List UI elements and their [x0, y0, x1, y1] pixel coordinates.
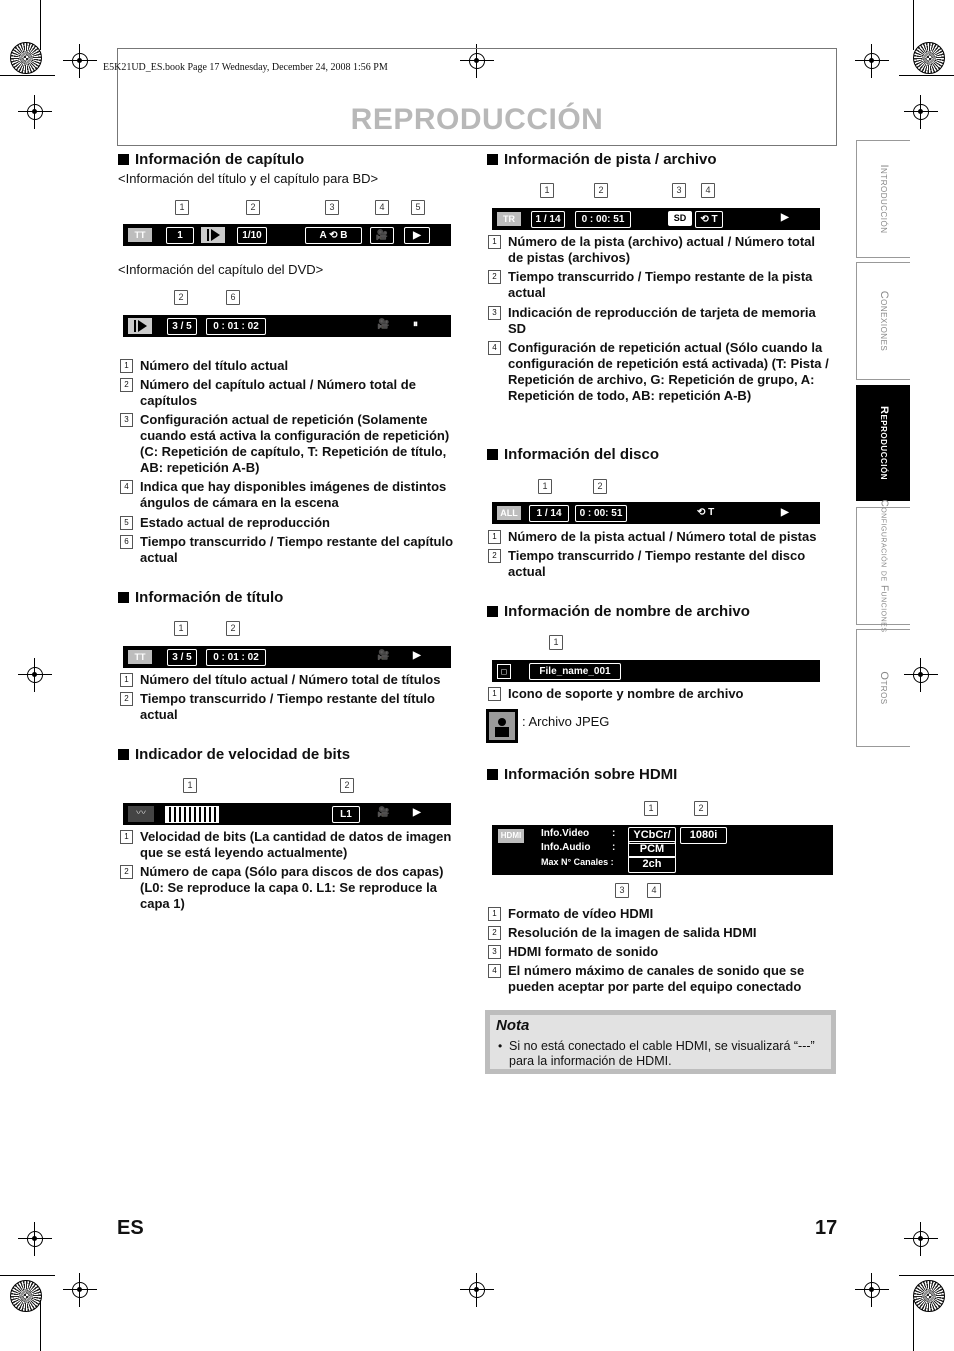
elapsed-time: 0 : 01 : 02 — [206, 318, 266, 335]
callout: 2 — [174, 290, 188, 305]
crop-mark — [913, 0, 914, 50]
crop-mark — [0, 75, 55, 76]
list-item: 6 Tiempo transcurrido / Tiempo restante del capítulo actual — [120, 534, 470, 566]
list-item: 2 Número de capa (Sólo para discos de dos capas) (L0: Se reproduce la capa 0. L1: Se reproduce la capa 1) — [120, 864, 470, 912]
callout: 4 — [647, 883, 661, 898]
chapter-icon — [128, 318, 152, 334]
file-name: File_name_001 — [529, 663, 621, 680]
tab-reproduccion[interactable]: Reproducción — [856, 385, 910, 501]
dvd-caption: <Información del capítulo del DVD> — [118, 262, 324, 277]
callout: 2 — [246, 200, 260, 215]
callout: 1 — [644, 801, 658, 816]
callout: 1 — [175, 200, 189, 215]
play-status: ▶ — [781, 507, 789, 518]
book-line: E5K21UD_ES.book Page 17 Wednesday, December 24, 2008 1:56 PM — [103, 62, 388, 73]
elapsed-time: 0 : 01 : 02 — [206, 649, 266, 666]
callout: 1 — [540, 183, 554, 198]
note-bullet: • — [498, 1039, 503, 1053]
callout: 1 — [549, 635, 563, 650]
audio-format: PCM — [628, 841, 676, 858]
play-status: ▶ — [413, 650, 421, 661]
crosshair-icon — [63, 44, 97, 78]
callout: 2 — [226, 621, 240, 636]
note-box — [485, 1010, 836, 1074]
note-title: Nota — [496, 1017, 530, 1034]
list-item: 4 Indica que hay disponibles imágenes de distintos ángulos de cámara en la escena — [120, 479, 470, 511]
repeat-setting: ⟲ T — [695, 211, 723, 228]
bitrate-meter — [165, 806, 219, 823]
crop-mark — [40, 0, 41, 50]
elapsed-time: 0 : 00: 51 — [575, 211, 631, 228]
video-label: Info.Video — [541, 828, 590, 839]
callout: 2 — [340, 778, 354, 793]
callout: 1 — [174, 621, 188, 636]
section-heading: Información sobre HDMI — [487, 766, 677, 783]
track-number: 1 / 14 — [531, 211, 565, 228]
section-heading: Información del disco — [487, 446, 659, 463]
crop-mark — [899, 75, 954, 76]
tab-conexiones[interactable]: Conexiones — [856, 262, 910, 380]
max-channels: 2ch — [628, 856, 676, 873]
language-code: ES — [117, 1217, 144, 1239]
all-tag: ALL — [497, 506, 521, 520]
jpeg-label: : Archivo JPEG — [522, 714, 610, 729]
camera-angle-icon: 🎥 — [377, 319, 390, 330]
crosshair-icon — [855, 1273, 889, 1307]
section-heading: Información de nombre de archivo — [487, 603, 750, 620]
play-status: ▶ — [404, 227, 430, 244]
tab-introduccion[interactable]: Introducción — [856, 140, 910, 258]
video-resolution: 1080i — [680, 827, 727, 844]
camera-angle-icon: 🎥 — [377, 650, 390, 661]
repeat-setting: A ⟲ B — [305, 227, 362, 244]
page-number: 17 — [815, 1217, 838, 1239]
crop-mark — [899, 1275, 954, 1276]
camera-angle-icon: 🎥 — [370, 227, 394, 244]
crosshair-icon — [18, 658, 52, 692]
note-text: Si no está conectado el cable HDMI, se visualizará “---” para la información de HDMI. — [509, 1039, 815, 1068]
crop-mark — [913, 1300, 914, 1351]
layer-indicator: L1 — [332, 806, 360, 823]
list-item: 1 Número del título actual / Número total de títulos — [120, 672, 470, 688]
callout: 4 — [701, 183, 715, 198]
list-item: 1 Número del título actual — [120, 358, 470, 374]
channels-label: Max N° Canales : — [541, 857, 614, 867]
list-item: 3 Configuración actual de repetición (Solamente cuando está activa la configuración de repetición) (C: Repetición de capítulo, T: Repetición de título, AB: repetición A-B) — [120, 412, 470, 476]
registration-rosette — [10, 1280, 42, 1312]
callout: 2 — [694, 801, 708, 816]
hdmi-tag: HDMI — [498, 829, 524, 843]
registration-rosette — [913, 42, 945, 74]
tt-tag: TT — [128, 650, 152, 664]
repeat-setting: ⟲ T — [697, 507, 715, 518]
list-item: 1 Número de la pista (archivo) actual / Número total de pistas (archivos) — [488, 234, 833, 266]
jpeg-icon — [486, 709, 518, 743]
callout: 3 — [615, 883, 629, 898]
callout: 2 — [594, 183, 608, 198]
callout: 1 — [183, 778, 197, 793]
tt-tag: TT — [128, 228, 152, 242]
list-item: 2 Resolución de la imagen de salida HDMI — [488, 925, 833, 941]
elapsed-time: 0 : 00: 51 — [575, 505, 627, 522]
crosshair-icon — [460, 1273, 494, 1307]
camera-angle-icon: 🎥 — [377, 807, 390, 818]
section-heading: Indicador de velocidad de bits — [118, 746, 350, 763]
callout: 2 — [593, 479, 607, 494]
chapter-icon — [201, 227, 225, 243]
page-title: REPRODUCCIÓN — [350, 103, 604, 136]
section-heading: Información de título — [118, 589, 283, 606]
colon: : — [612, 828, 616, 839]
crosshair-icon — [18, 1222, 52, 1256]
sd-card-icon: SD — [668, 211, 692, 226]
crop-mark — [0, 1275, 55, 1276]
pause-icon: ⏸ — [413, 319, 418, 330]
play-status: ▶ — [781, 212, 789, 223]
callout: 1 — [538, 479, 552, 494]
list-item: 2 Tiempo transcurrido / Tiempo restante de la pista actual — [488, 269, 833, 301]
list-item: 2 Tiempo transcurrido / Tiempo restante del disco actual — [488, 548, 833, 580]
list-item: 3 HDMI formato de sonido — [488, 944, 833, 960]
bitrate-icon: 〰 — [128, 806, 154, 822]
list-item: 4 Configuración de repetición actual (Sólo cuando la configuración de repetición está activada) (T: Pista / Repetición de archivo, G: Repetición de grupo, A: Repetición de todo, AB: repetición A-B) — [488, 340, 833, 404]
registration-rosette — [10, 42, 42, 74]
bd-caption: <Información del título y el capítulo para BD> — [118, 171, 379, 186]
crosshair-icon — [904, 1222, 938, 1256]
colon: : — [612, 842, 616, 853]
title-number: 1 — [166, 227, 194, 244]
list-item: 1 Icono de soporte y nombre de archivo — [488, 686, 833, 702]
list-item: 2 Tiempo transcurrido / Tiempo restante del título actual — [120, 691, 470, 723]
list-item: 4 El número máximo de canales de sonido que se pueden aceptar por parte del equipo conectado — [488, 963, 833, 995]
list-item: 1 Velocidad de bits (La cantidad de datos de imagen que se está leyendo actualmente) — [120, 829, 470, 861]
section-heading: Información de capítulo — [118, 151, 304, 168]
registration-rosette — [913, 1280, 945, 1312]
callout: 4 — [375, 200, 389, 215]
list-item: 1 Número de la pista actual / Número total de pistas — [488, 529, 833, 545]
callout: 3 — [672, 183, 686, 198]
play-status: ▶ — [413, 807, 421, 818]
title-number: 3 / 5 — [167, 649, 197, 666]
callout: 3 — [325, 200, 339, 215]
audio-label: Info.Audio — [541, 842, 591, 853]
section-heading: Información de pista / archivo — [487, 151, 717, 168]
list-item: 3 Indicación de reproducción de tarjeta de memoria SD — [488, 305, 833, 337]
list-item: 1 Formato de vídeo HDMI — [488, 906, 833, 922]
tab-configuracion[interactable]: Configuración de Funciones — [856, 507, 910, 625]
media-icon: ◻ — [497, 664, 511, 679]
callout: 5 — [411, 200, 425, 215]
chapter-number: 1/10 — [237, 227, 267, 244]
tab-otros[interactable]: Otros — [856, 629, 910, 747]
crosshair-icon — [63, 1273, 97, 1307]
crop-mark — [40, 1300, 41, 1351]
video-format: YCbCr/ — [628, 827, 676, 844]
callout: 6 — [226, 290, 240, 305]
list-item: 5 Estado actual de reproducción — [120, 515, 470, 531]
track-number: 1 / 14 — [529, 505, 569, 522]
chapter-number: 3 / 5 — [167, 318, 197, 335]
tr-tag: TR — [497, 212, 521, 226]
crosshair-icon — [855, 44, 889, 78]
list-item: 2 Número del capítulo actual / Número total de capítulos — [120, 377, 470, 409]
